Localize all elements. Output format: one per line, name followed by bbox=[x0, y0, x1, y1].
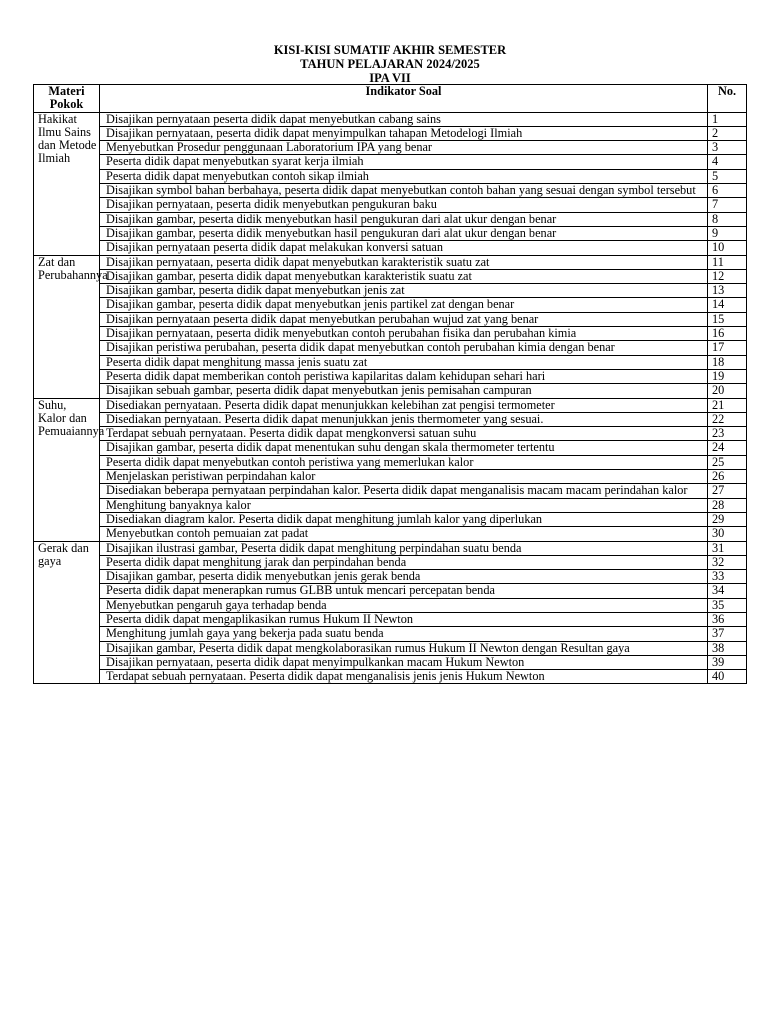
table-row bbox=[34, 141, 747, 155]
table-row bbox=[34, 455, 747, 469]
table-row bbox=[34, 126, 747, 140]
indikator-soal-cell: Menghitung jumlah gaya yang bekerja pada suatu benda bbox=[100, 627, 708, 641]
indikator-soal-cell: Disajikan pernyataan, peserta didik dapat menyebutkan karakteristik suatu zat bbox=[100, 255, 708, 269]
table-row bbox=[34, 670, 747, 684]
nomor-soal-cell: 26 bbox=[708, 470, 747, 484]
table-row bbox=[34, 570, 747, 584]
header-indikator-soal: Indikator Soal bbox=[100, 85, 708, 113]
nomor-soal-cell: 37 bbox=[708, 627, 747, 641]
indikator-soal-cell: Disajikan gambar, peserta didik dapat menyebutkan jenis partikel zat dengan benar bbox=[100, 298, 708, 312]
nomor-soal-cell: 8 bbox=[708, 212, 747, 226]
nomor-soal-cell: 27 bbox=[708, 484, 747, 498]
table-row bbox=[34, 226, 747, 240]
nomor-soal-cell: 23 bbox=[708, 427, 747, 441]
table-row bbox=[34, 341, 747, 355]
indikator-soal-cell: Menyebutkan pengaruh gaya terhadap benda bbox=[100, 598, 708, 612]
table-row bbox=[34, 241, 747, 255]
indikator-soal-cell: Peserta didik dapat menghitung massa jenis suatu zat bbox=[100, 355, 708, 369]
nomor-soal-cell: 22 bbox=[708, 412, 747, 426]
table-header-row bbox=[34, 85, 747, 113]
indikator-soal-cell: Terdapat sebuah pernyataan. Peserta didik dapat mengkonversi satuan suhu bbox=[100, 427, 708, 441]
nomor-soal-cell: 13 bbox=[708, 284, 747, 298]
indikator-soal-cell: Disajikan pernyataan peserta didik dapat menyebutkan perubahan wujud zat yang benar bbox=[100, 312, 708, 326]
nomor-soal-cell: 1 bbox=[708, 112, 747, 126]
indikator-soal-cell: Peserta didik dapat menyebutkan syarat kerja ilmiah bbox=[100, 155, 708, 169]
table-row bbox=[34, 427, 747, 441]
table-row bbox=[34, 212, 747, 226]
indikator-soal-cell: Disajikan gambar, peserta didik menyebutkan hasil pengukuran dari alat ukur dengan benar bbox=[100, 212, 708, 226]
nomor-soal-cell: 35 bbox=[708, 598, 747, 612]
indikator-soal-cell: Disediakan beberapa pernyataan perpindahan kalor. Peserta didik dapat menganalisis macam macam perindahan kalor bbox=[100, 484, 708, 498]
indikator-soal-cell: Disajikan gambar, peserta didik menyebutkan hasil pengukuran dari alat ukur dengan benar bbox=[100, 226, 708, 240]
nomor-soal-cell: 7 bbox=[708, 198, 747, 212]
nomor-soal-cell: 19 bbox=[708, 369, 747, 383]
indikator-soal-cell: Disajikan pernyataan peserta didik dapat menyebutkan cabang sains bbox=[100, 112, 708, 126]
table-row bbox=[34, 498, 747, 512]
nomor-soal-cell: 16 bbox=[708, 327, 747, 341]
table-row bbox=[34, 655, 747, 669]
header-nomor: No. bbox=[708, 85, 747, 113]
nomor-soal-cell: 21 bbox=[708, 398, 747, 412]
nomor-soal-cell: 20 bbox=[708, 384, 747, 398]
nomor-soal-cell: 2 bbox=[708, 126, 747, 140]
nomor-soal-cell: 6 bbox=[708, 184, 747, 198]
materi-pokok-cell: Gerak dan gaya bbox=[34, 541, 100, 684]
table-row bbox=[34, 398, 747, 412]
table-row bbox=[34, 584, 747, 598]
indikator-soal-cell: Menghitung banyaknya kalor bbox=[100, 498, 708, 512]
nomor-soal-cell: 28 bbox=[708, 498, 747, 512]
indikator-soal-cell: Peserta didik dapat memberikan contoh peristiwa kapilaritas dalam kehidupan sehari hari bbox=[100, 369, 708, 383]
nomor-soal-cell: 11 bbox=[708, 255, 747, 269]
nomor-soal-cell: 36 bbox=[708, 612, 747, 626]
indikator-soal-cell: Disajikan pernyataan, peserta didik menyebutkan contoh perubahan fisika dan perubahan kimia bbox=[100, 327, 708, 341]
table-row bbox=[34, 284, 747, 298]
indikator-soal-cell: Peserta didik dapat menerapkan rumus GLBB untuk mencari percepatan benda bbox=[100, 584, 708, 598]
indikator-soal-cell: Disajikan gambar, Peserta didik dapat mengkolaborasikan rumus Hukum II Newton dengan Resultan gaya bbox=[100, 641, 708, 655]
table-row bbox=[34, 369, 747, 383]
nomor-soal-cell: 4 bbox=[708, 155, 747, 169]
nomor-soal-cell: 39 bbox=[708, 655, 747, 669]
table-row bbox=[34, 555, 747, 569]
indikator-soal-cell: Disajikan pernyataan peserta didik dapat melakukan konversi satuan bbox=[100, 241, 708, 255]
nomor-soal-cell: 30 bbox=[708, 527, 747, 541]
table-row bbox=[34, 470, 747, 484]
nomor-soal-cell: 40 bbox=[708, 670, 747, 684]
kisi-kisi-table bbox=[33, 84, 747, 684]
table-row bbox=[34, 355, 747, 369]
nomor-soal-cell: 3 bbox=[708, 141, 747, 155]
indikator-soal-cell: Disajikan gambar, peserta didik dapat menyebutkan jenis zat bbox=[100, 284, 708, 298]
nomor-soal-cell: 31 bbox=[708, 541, 747, 555]
indikator-soal-cell: Disajikan gambar, peserta didik dapat menyebutkan karakteristik suatu zat bbox=[100, 269, 708, 283]
nomor-soal-cell: 29 bbox=[708, 512, 747, 526]
indikator-soal-cell: Terdapat sebuah pernyataan. Peserta didik dapat menganalisis jenis jenis Hukum Newton bbox=[100, 670, 708, 684]
document-subtitle-year: TAHUN PELAJARAN 2024/2025 bbox=[300, 57, 480, 71]
table-row bbox=[34, 298, 747, 312]
nomor-soal-cell: 10 bbox=[708, 241, 747, 255]
indikator-soal-cell: Disajikan symbol bahan berbahaya, peserta didik dapat menyebutkan contoh bahan yang sesuai dengan symbol tersebut bbox=[100, 184, 708, 198]
table-row bbox=[34, 269, 747, 283]
materi-pokok-cell: Suhu, Kalor dan Pemuaiannya bbox=[34, 398, 100, 541]
indikator-soal-cell: Disajikan sebuah gambar, peserta didik dapat menyebutkan jenis pemisahan campuran bbox=[100, 384, 708, 398]
indikator-soal-cell: Menjelaskan peristiwan perpindahan kalor bbox=[100, 470, 708, 484]
indikator-soal-cell: Peserta didik dapat menyebutkan contoh peristiwa yang memerlukan kalor bbox=[100, 455, 708, 469]
table-row bbox=[34, 169, 747, 183]
table-row bbox=[34, 612, 747, 626]
nomor-soal-cell: 9 bbox=[708, 226, 747, 240]
materi-pokok-cell: Zat dan Perubahannya bbox=[34, 255, 100, 398]
table-row bbox=[34, 384, 747, 398]
document-title: KISI-KISI SUMATIF AKHIR SEMESTER bbox=[273, 43, 507, 57]
indikator-soal-cell: Disajikan ilustrasi gambar, Peserta didik dapat menghitung perpindahan suatu benda bbox=[100, 541, 708, 555]
nomor-soal-cell: 14 bbox=[708, 298, 747, 312]
table-row bbox=[34, 412, 747, 426]
nomor-soal-cell: 33 bbox=[708, 570, 747, 584]
indikator-soal-cell: Disajikan gambar, peserta didik dapat menentukan suhu dengan skala thermometer tertentu bbox=[100, 441, 708, 455]
indikator-soal-cell: Peserta didik dapat mengaplikasikan rumus Hukum II Newton bbox=[100, 612, 708, 626]
table-row bbox=[34, 484, 747, 498]
table-row bbox=[34, 112, 747, 126]
table-body bbox=[34, 112, 747, 684]
indikator-soal-cell: Peserta didik dapat menyebutkan contoh sikap ilmiah bbox=[100, 169, 708, 183]
nomor-soal-cell: 12 bbox=[708, 269, 747, 283]
table-row bbox=[34, 184, 747, 198]
nomor-soal-cell: 24 bbox=[708, 441, 747, 455]
table-row bbox=[34, 641, 747, 655]
nomor-soal-cell: 17 bbox=[708, 341, 747, 355]
table-row bbox=[34, 198, 747, 212]
indikator-soal-cell: Disajikan gambar, peserta didik menyebutkan jenis gerak benda bbox=[100, 570, 708, 584]
nomor-soal-cell: 18 bbox=[708, 355, 747, 369]
table-row bbox=[34, 327, 747, 341]
indikator-soal-cell: Peserta didik dapat menghitung jarak dan perpindahan benda bbox=[100, 555, 708, 569]
nomor-soal-cell: 38 bbox=[708, 641, 747, 655]
table-row bbox=[34, 312, 747, 326]
header-materi-pokok: Materi Pokok bbox=[34, 85, 100, 113]
indikator-soal-cell: Menyebutkan contoh pemuaian zat padat bbox=[100, 527, 708, 541]
indikator-soal-cell: Disediakan pernyataan. Peserta didik dapat menunjukkan jenis thermometer yang sesuai. bbox=[100, 412, 708, 426]
nomor-soal-cell: 32 bbox=[708, 555, 747, 569]
table-row bbox=[34, 541, 747, 555]
document-subtitle-subject: IPA VII bbox=[369, 71, 411, 85]
indikator-soal-cell: Disediakan diagram kalor. Peserta didik dapat menghitung jumlah kalor yang diperlukan bbox=[100, 512, 708, 526]
table-row bbox=[34, 255, 747, 269]
table-row bbox=[34, 598, 747, 612]
table-row bbox=[34, 627, 747, 641]
table-row bbox=[34, 527, 747, 541]
nomor-soal-cell: 34 bbox=[708, 584, 747, 598]
table-row bbox=[34, 155, 747, 169]
table-row bbox=[34, 512, 747, 526]
nomor-soal-cell: 5 bbox=[708, 169, 747, 183]
nomor-soal-cell: 15 bbox=[708, 312, 747, 326]
indikator-soal-cell: Disajikan pernyataan, peserta didik dapat menyimpulkan tahapan Metodelogi Ilmiah bbox=[100, 126, 708, 140]
indikator-soal-cell: Disajikan pernyataan, peserta didik dapat menyimpulkankan macam Hukum Newton bbox=[100, 655, 708, 669]
indikator-soal-cell: Disajikan pernyataan, peserta didik menyebutkan pengukuran baku bbox=[100, 198, 708, 212]
indikator-soal-cell: Disediakan pernyataan. Peserta didik dapat menunjukkan kelebihan zat pengisi termometer bbox=[100, 398, 708, 412]
indikator-soal-cell: Disajikan peristiwa perubahan, peserta didik dapat menyebutkan contoh perubahan kimia dengan benar bbox=[100, 341, 708, 355]
nomor-soal-cell: 25 bbox=[708, 455, 747, 469]
indikator-soal-cell: Menyebutkan Prosedur penggunaan Laboratorium IPA yang benar bbox=[100, 141, 708, 155]
materi-pokok-cell: Hakikat Ilmu Sains dan Metode Ilmiah bbox=[34, 112, 100, 255]
table-row bbox=[34, 441, 747, 455]
